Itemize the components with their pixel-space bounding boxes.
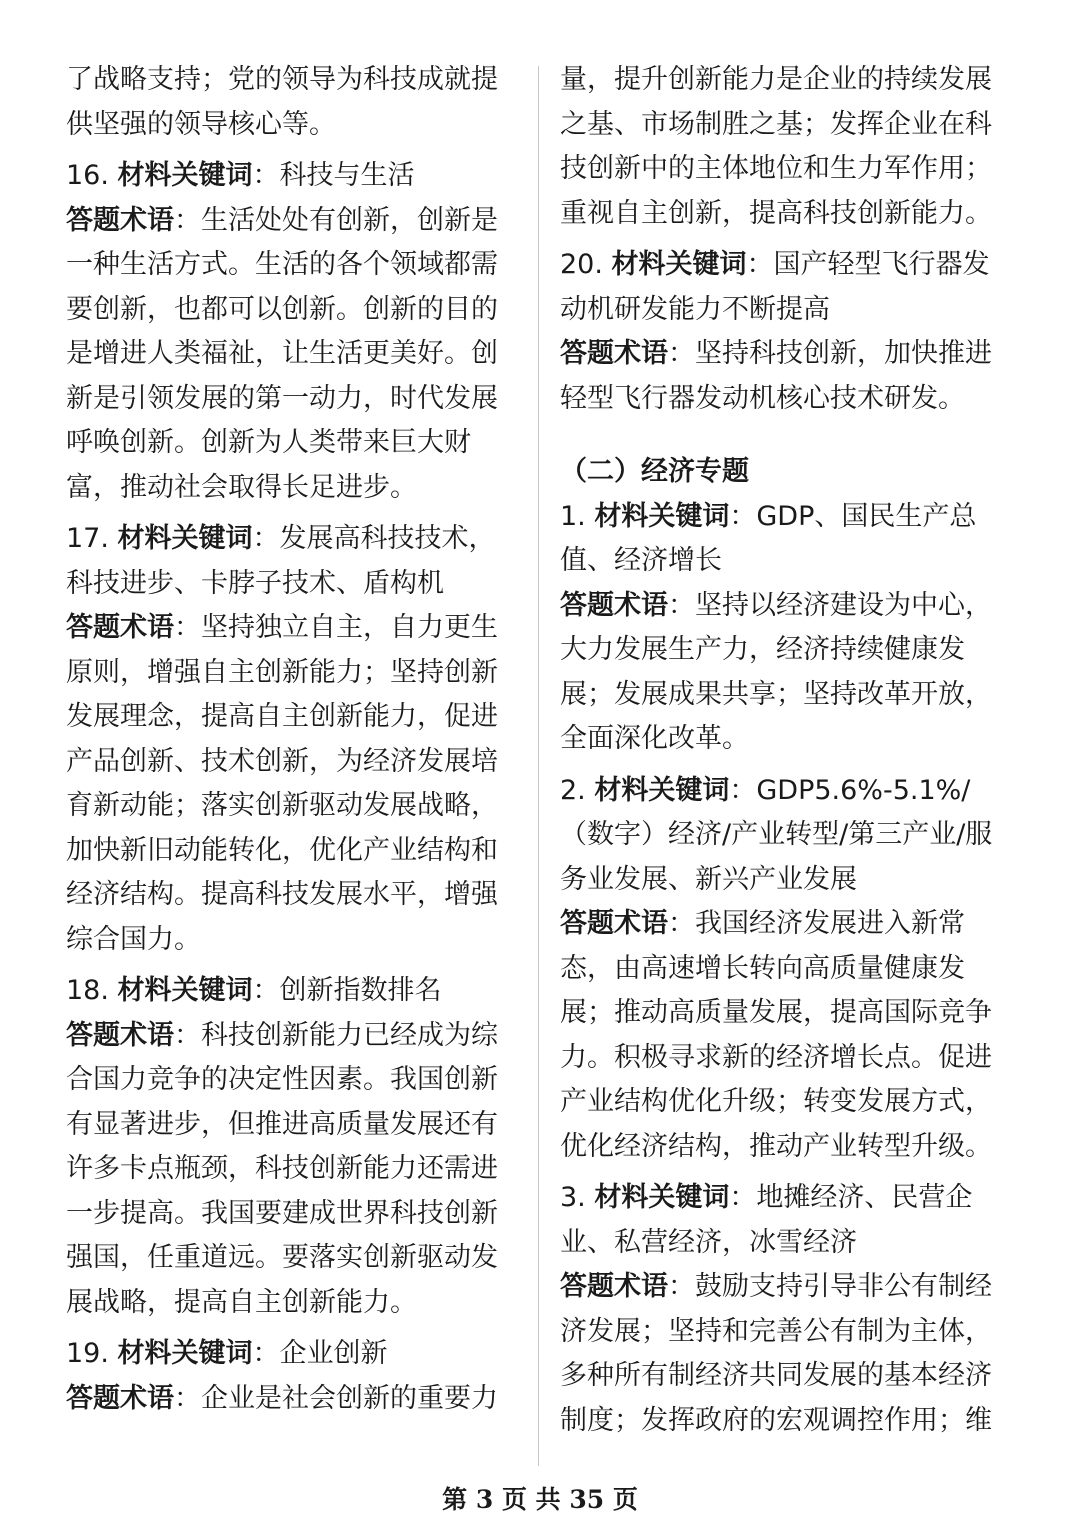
econ-item-2-keyword: 2. 材料关键词：GDP5.6%-5.1%/（数字）经济/产业转型/第三产业/服务业发展、新兴产业发展 <box>560 774 993 895</box>
item-17-keyword: 17. 材料关键词：发展高科技技术，科技进步、卡脖子技术、盾构机 <box>66 523 496 599</box>
item-19-answer: 答题术语：企业是社会创新的重要力 <box>66 1382 498 1414</box>
item-20-keyword: 20. 材料关键词：国产轻型飞行器发动机研发能力不断提高 <box>560 249 990 325</box>
item-16-answer: 答题术语：生活处处有创新，创新是一种生活方式。生活的各个领域都需要创新，也都可以创新。创新的目的是增进人类福祉，让生活更美好。创新是引领发展的第一动力，时代发展呼唤创新。创新为人类带来巨大财富，推动社会取得长足进步。 <box>66 204 498 503</box>
item-16-keyword: 16. 材料关键词：科技与生活 <box>66 160 415 191</box>
item-19-keyword: 19. 材料关键词：企业创新 <box>66 1338 388 1369</box>
item-18-keyword: 18. 材料关键词：创新指数排名 <box>66 975 442 1006</box>
econ-item-1-keyword: 1. 材料关键词：GDP、国民生产总值、经济增长 <box>560 500 977 576</box>
section-heading-economy: （二）经济专题 <box>560 456 749 487</box>
item-17-answer: 答题术语：坚持独立自主，自力更生原则，增强自主创新能力；坚持创新发展理念，提高自主创新能力，促进产品创新、技术创新，为经济发展培育新动能；落实创新驱动发展战略，加快新旧动能转化，优化产业结构和经济结构。提高科技发展水平，增强综合国力。 <box>66 612 498 955</box>
right-intro-text: 量，提升创新能力是企业的持续发展之基、市场制胜之基；发挥企业在科技创新中的主体地位和生力军作用；重视自主创新，提高科技创新能力。 <box>560 64 992 229</box>
item-20-answer: 答题术语：坚持科技创新，加快推进轻型飞行器发动机核心技术研发。 <box>560 338 992 414</box>
item-18-answer: 答题术语：科技创新能力已经成为综合国力竞争的决定性因素。我国创新有显著进步，但推进高质量发展还有许多卡点瓶颈，科技创新能力还需进一步提高。我国要建成世界科技创新强国，任重道远。要落实创新驱动发展战略，提高自主创新能力。 <box>66 1019 498 1318</box>
right-column <box>560 58 1016 1443</box>
left-intro-text: 了战略支持；党的领导为科技成就提供坚强的领导核心等。 <box>66 64 498 140</box>
page-footer: 第 3 页 共 35 页 <box>442 1485 638 1514</box>
econ-item-3-keyword: 3. 材料关键词：地摊经济、民营企业、私营经济，冰雪经济 <box>560 1182 973 1258</box>
column-divider <box>538 66 539 1466</box>
left-column <box>66 58 521 1421</box>
econ-item-3-answer: 答题术语：鼓励支持引导非公有制经济发展；坚持和完善公有制为主体，多种所有制经济共同发展的基本经济制度；发挥政府的宏观调控作用；维 <box>560 1271 992 1436</box>
econ-item-1-answer: 答题术语：坚持以经济建设为中心，大力发展生产力，经济持续健康发展；发展成果共享；坚持改革开放，全面深化改革。 <box>560 589 992 754</box>
econ-item-2-answer: 答题术语：我国经济发展进入新常态，由高速增长转向高质量健康发展；推动高质量发展，提高国际竞争力。积极寻求新的经济增长点。促进产业结构优化升级；转变发展方式，优化经济结构，推动产业转型升级。 <box>560 908 992 1162</box>
